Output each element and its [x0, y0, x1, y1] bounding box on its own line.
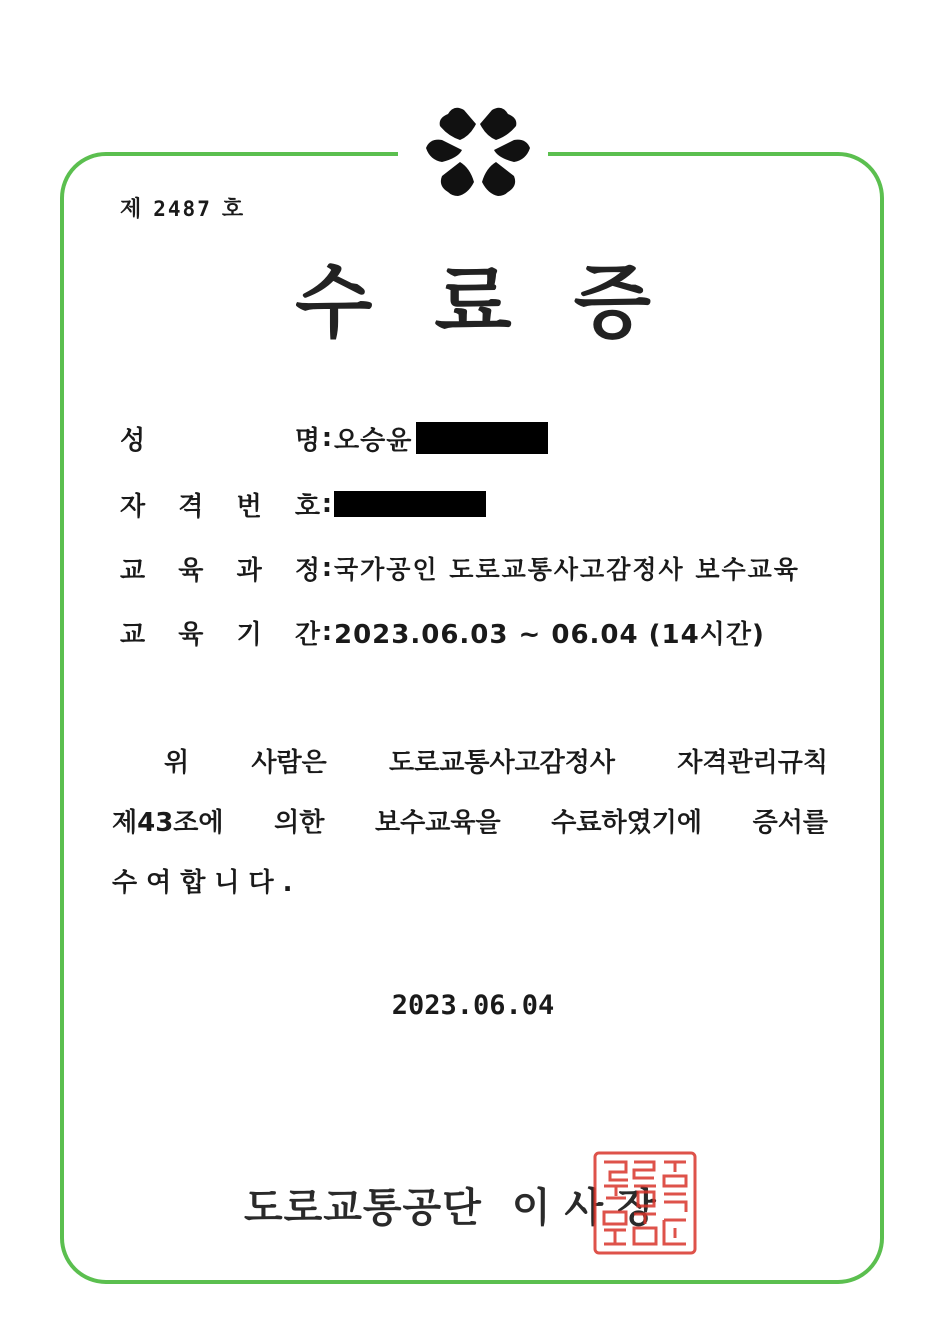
issuer-organization: 도로교통공단 [244, 1185, 482, 1231]
body-line-2 [112, 802, 828, 839]
name-redaction [416, 422, 548, 454]
koroad-logo-icon [418, 96, 538, 206]
field-course [120, 548, 800, 588]
body-word: 수료하였기에 [551, 808, 702, 838]
period-value: 2023.06.03 ~ 06.04 (14시간) [334, 619, 765, 650]
body-word: 증서를 [752, 808, 828, 838]
period-label-char: 간 [294, 619, 320, 650]
name-value: 오승윤 [334, 425, 413, 456]
body-word: 제43조에 [112, 808, 224, 838]
field-license-number [120, 484, 486, 524]
body-line-1 [112, 742, 828, 779]
body-word: 보수교육을 [375, 808, 501, 838]
license-redaction [334, 491, 486, 517]
course-label-char: 과 [236, 555, 262, 586]
period-label-char: 교 [120, 619, 146, 650]
period-label [120, 614, 320, 651]
body-word: 도로교통사고감정사 [388, 748, 616, 778]
name-label-last: 명 [294, 425, 320, 456]
period-colon: : [321, 617, 333, 647]
license-colon: : [321, 489, 333, 519]
body-word: 자격관리규칙 [677, 748, 828, 778]
course-value: 국가공인 도로교통사고감정사 보수교육 [334, 555, 800, 584]
license-label-char: 호 [294, 491, 320, 522]
license-label [120, 486, 320, 523]
name-label [120, 420, 320, 457]
certificate-serial [120, 192, 245, 223]
serial-prefix: 제 [120, 196, 144, 222]
certificate-title: 수료증 [295, 256, 713, 349]
field-name [120, 418, 548, 458]
name-label-first: 성 [120, 425, 146, 456]
body-word: 위 [164, 748, 190, 778]
official-seal-icon [592, 1150, 698, 1256]
license-label-char: 격 [178, 491, 204, 522]
field-period [120, 612, 765, 652]
license-label-char: 자 [120, 491, 146, 522]
name-colon: : [321, 423, 333, 453]
body-word: 사람은 [251, 748, 327, 778]
serial-suffix: 호 [221, 196, 246, 222]
issue-date: 2023.06.04 [391, 990, 555, 1021]
course-label-char: 교 [120, 555, 146, 586]
issuer-title: 이사장 [511, 1185, 670, 1231]
period-label-char: 육 [178, 619, 204, 650]
course-label-char: 정 [294, 555, 320, 586]
period-label-char: 기 [236, 619, 262, 650]
body-word: 의한 [274, 808, 325, 838]
serial-number: 2487 [153, 197, 212, 221]
body-line-3: 수여합니다. [112, 868, 302, 898]
license-label-char: 번 [236, 491, 262, 522]
course-colon: : [321, 553, 333, 583]
course-label [120, 550, 320, 587]
course-label-char: 육 [178, 555, 204, 586]
